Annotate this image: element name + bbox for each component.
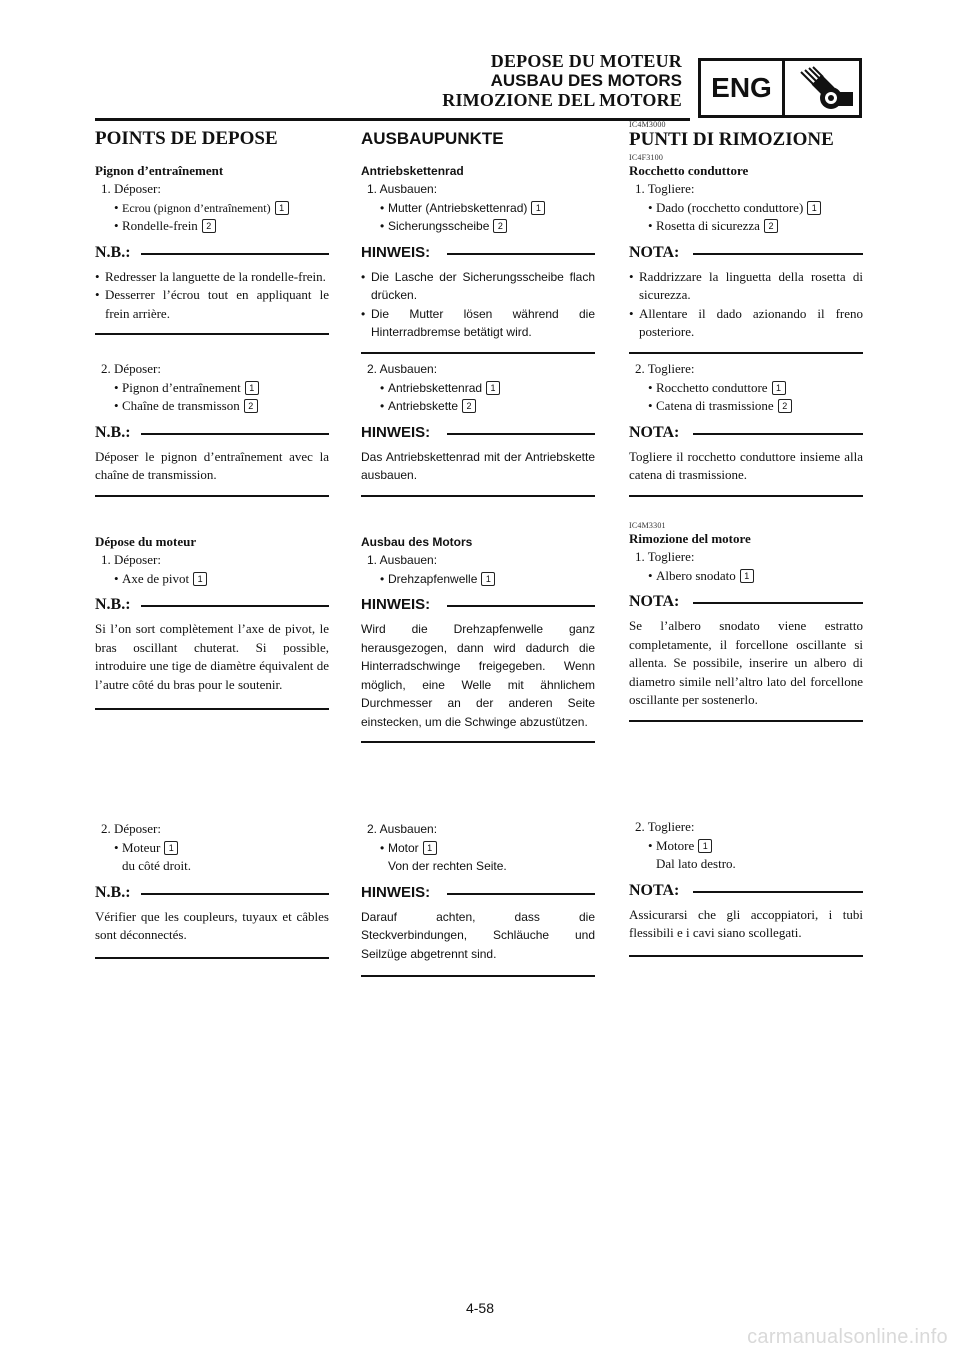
note-item: • Die Lasche der Sicherungsscheibe flach drücken.	[361, 268, 595, 305]
section-title: AUSBAUPUNKTE	[361, 129, 504, 148]
step-label: 1. Ausbauen:	[367, 553, 438, 567]
subheading: Ausbau des Motors	[361, 535, 473, 549]
note-header: HINWEIS:	[361, 882, 595, 904]
section-engine-removal	[95, 533, 329, 710]
list-item: • Axe de pivot 1	[95, 570, 329, 589]
step-label: 2. Togliere:	[635, 361, 695, 376]
list-item: • Rondelle-frein 2	[95, 217, 329, 236]
note-end-rule	[629, 720, 863, 722]
list-item-continuation: Dal lato destro.	[656, 856, 736, 871]
note-end-rule	[361, 741, 595, 743]
list-item: • Motore 1	[629, 837, 863, 856]
note-text: Wird die Drehzapfenwelle ganz herausgezogen, dann wird dadurch die Hinterradschwinge freigegeben. Wenn möglich, eine Welle mit ähnlichem Durchmesser an der anderen Seite einstecken, um die Schwinge abzustützen.	[361, 622, 595, 729]
reference-code: IC4F3100	[629, 153, 664, 162]
note-text: Si l’on sort complètement l’axe de pivot, le bras oscillant chuterat. Si possible, introduire une tige de diamètre équivalent de l’autre côté du bras pour le soutenir.	[95, 621, 329, 692]
step-label: 2. Déposer:	[101, 361, 161, 376]
list-item: • Antriebskettenrad 1	[361, 379, 595, 398]
list-item: • Rosetta di sicurezza 2	[629, 217, 863, 236]
section-engine-removal	[361, 533, 595, 743]
section-title: PUNTI DI RIMOZIONE	[629, 129, 834, 150]
step-label: 2. Ausbauen:	[367, 362, 438, 376]
section-badge	[698, 58, 862, 118]
subheading: Antriebskettenrad	[361, 164, 464, 178]
header-title-fr: DEPOSE DU MOTEUR	[490, 51, 682, 71]
note-end-rule	[629, 352, 863, 354]
list-item: • Rocchetto conduttore 1	[629, 379, 863, 398]
header-rule	[95, 118, 690, 121]
note-item: • Raddrizzare la linguetta della rosetta di sicurezza.	[629, 268, 863, 305]
step-label: 1. Togliere:	[635, 181, 695, 196]
list-item: • Catena di trasmissione 2	[629, 397, 863, 416]
subheading: Pignon d’entraînement	[95, 163, 224, 178]
note-text: Se l’albero snodato viene estratto completamente, il forcellone oscillante si allenta. Se possibile, inserire un albero di diametro simile nell’altro lato del forcellone oscillante per sostenerlo.	[629, 618, 863, 707]
list-item-continuation: Von der rechten Seite.	[388, 859, 507, 873]
page-number: 4-58	[465, 1300, 495, 1316]
section-drive-sprocket-2	[629, 360, 863, 497]
note-end-rule	[95, 495, 329, 497]
watermark: carmanualsonline.info	[747, 1326, 948, 1348]
step-label: 1. Déposer:	[101, 181, 161, 196]
list-item: • Albero snodato 1	[629, 567, 863, 586]
note-header: NOTA:	[629, 880, 863, 902]
note-header: NOTA:	[629, 242, 863, 264]
section-drive-sprocket	[361, 162, 595, 354]
header-title-de: AUSBAU DES MOTORS	[490, 71, 682, 90]
section-engine-removal-2	[361, 820, 595, 977]
reference-code: IC4M3301	[629, 521, 666, 530]
list-item: • Chaîne de transmisson 2	[95, 397, 329, 416]
list-item: • Motor 1	[361, 839, 595, 858]
note-end-rule	[95, 708, 329, 710]
list-item: • Antriebskette 2	[361, 397, 595, 416]
header-title-it: RIMOZIONE DEL MOTORE	[442, 90, 682, 110]
note-text: Déposer le pignon d’entraînement avec la chaîne de transmission.	[95, 448, 329, 482]
note-header: HINWEIS:	[361, 242, 595, 264]
step-label: 2. Déposer:	[101, 821, 161, 836]
section-title: POINTS DE DEPOSE	[95, 128, 278, 149]
section-engine-removal	[629, 521, 863, 722]
list-item: • Drehzapfenwelle 1	[361, 570, 595, 589]
step-label: 1. Déposer:	[101, 552, 161, 567]
note-text: Darauf achten, dass die Steckverbindungen, Schläuche und Seilzüge abgetrennt sind.	[361, 909, 595, 961]
note-end-rule	[629, 495, 863, 497]
note-item: • Redresser la languette de la rondelle-frein.	[95, 268, 329, 287]
note-end-rule	[95, 957, 329, 959]
step-label: 1. Ausbauen:	[367, 182, 438, 196]
note-header: NOTA:	[629, 422, 863, 444]
list-item: • Sicherungsscheibe 2	[361, 217, 595, 236]
section-drive-sprocket-2	[95, 360, 329, 497]
subheading: Rocchetto conduttore	[629, 163, 749, 178]
list-item: • Dado (rocchetto conduttore) 1	[629, 199, 863, 218]
subheading: Rimozione del motore	[629, 531, 751, 546]
subheading: Dépose du moteur	[95, 534, 197, 549]
note-header: N.B.:	[95, 594, 329, 616]
step-label: 2. Togliere:	[635, 819, 695, 834]
note-end-rule	[361, 352, 595, 354]
note-end-rule	[361, 495, 595, 497]
note-end-rule	[361, 975, 595, 977]
note-header: NOTA:	[629, 591, 863, 613]
section-drive-sprocket	[629, 153, 863, 354]
section-drive-sprocket	[95, 162, 329, 335]
list-item: • Pignon d’entraînement 1	[95, 379, 329, 398]
note-item: • Desserrer l’écrou tout en appliquant le frein arrière.	[95, 286, 329, 323]
note-end-rule	[95, 333, 329, 335]
note-header: HINWEIS:	[361, 594, 595, 616]
list-item: • Moteur 1	[95, 839, 329, 858]
note-text: Das Antriebskettenrad mit der Antriebskette ausbauen.	[361, 449, 595, 482]
engine-pistons-icon	[791, 66, 855, 112]
section-engine-removal-2	[629, 818, 863, 957]
section-drive-sprocket-2	[361, 360, 595, 497]
note-text: Assicurarsi che gli accoppiatori, i tubi flessibili e i cavi siano scollegati.	[629, 906, 863, 940]
note-item: • Die Mutter lösen während die Hinterradbremse betätigt wird.	[361, 305, 595, 342]
step-label: 2. Ausbauen:	[367, 822, 438, 836]
note-text: Togliere il rocchetto conduttore insieme alla catena di trasmissione.	[629, 448, 863, 482]
note-header: N.B.:	[95, 422, 329, 444]
note-end-rule	[629, 955, 863, 957]
reference-code: IC4M3000	[629, 120, 666, 129]
note-header: N.B.:	[95, 882, 329, 904]
section-badge-label: ENG	[701, 61, 785, 115]
note-item: • Allentare il dado azionando il freno posteriore.	[629, 305, 863, 342]
list-item: • Mutter (Antriebskettenrad) 1	[361, 199, 595, 218]
note-header: N.B.:	[95, 242, 329, 264]
list-item: • Ecrou (pignon d’entraînement) 1	[95, 199, 329, 218]
section-engine-removal-2	[95, 820, 329, 959]
note-text: Vérifier que les coupleurs, tuyaux et câbles sont déconnectés.	[95, 908, 329, 942]
note-header: HINWEIS:	[361, 422, 595, 444]
list-item-continuation: du côté droit.	[122, 858, 191, 873]
step-label: 1. Togliere:	[635, 549, 695, 564]
